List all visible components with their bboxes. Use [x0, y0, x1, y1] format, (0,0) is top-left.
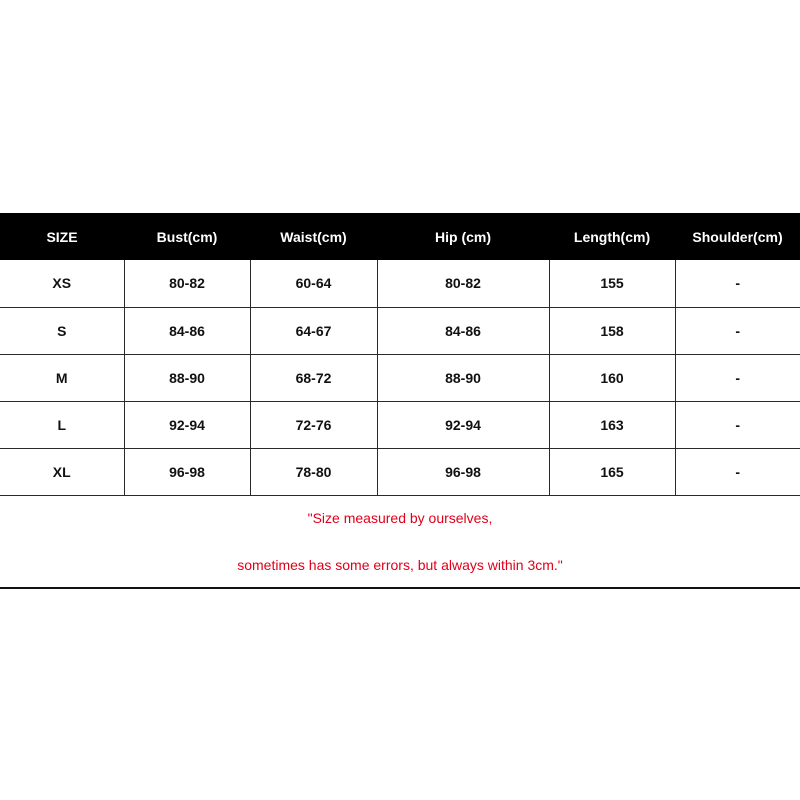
cell-bust: 92-94: [124, 401, 250, 448]
cell-size: XS: [0, 260, 124, 307]
cell-size: L: [0, 401, 124, 448]
measurement-note: [0, 494, 800, 589]
cell-bust: 96-98: [124, 448, 250, 495]
cell-waist: 68-72: [250, 354, 377, 401]
cell-shoulder: -: [675, 307, 800, 354]
header-hip: Hip (cm): [435, 228, 491, 245]
table-row: [0, 307, 800, 354]
header-size: SIZE: [46, 228, 78, 245]
table-row: [0, 260, 800, 307]
cell-length: 158: [549, 307, 675, 354]
table-row: [0, 448, 800, 495]
cell-bust: 88-90: [124, 354, 250, 401]
cell-shoulder: -: [675, 401, 800, 448]
header-shoulder: Shoulder(cm): [692, 228, 783, 245]
note-line-2: sometimes has some errors, but always within 3cm.": [237, 557, 563, 573]
cell-length: 155: [549, 260, 675, 307]
cell-length: 160: [549, 354, 675, 401]
header-bust: Bust(cm): [156, 228, 218, 245]
header-waist: Waist(cm): [280, 228, 347, 245]
cell-waist: 78-80: [250, 448, 377, 495]
cell-size: S: [0, 307, 124, 354]
note-line-1: "Size measured by ourselves,: [307, 510, 493, 526]
cell-hip: 84-86: [377, 307, 549, 354]
table-row: [0, 401, 800, 448]
cell-hip: 92-94: [377, 401, 549, 448]
cell-size: XL: [0, 448, 124, 495]
cell-length: 165: [549, 448, 675, 495]
cell-hip: 96-98: [377, 448, 549, 495]
cell-waist: 64-67: [250, 307, 377, 354]
cell-shoulder: -: [675, 260, 800, 307]
cell-shoulder: -: [675, 448, 800, 495]
cell-size: M: [0, 354, 124, 401]
cell-hip: 88-90: [377, 354, 549, 401]
size-table: [0, 213, 800, 496]
cell-length: 163: [549, 401, 675, 448]
cell-waist: 72-76: [250, 401, 377, 448]
cell-hip: 80-82: [377, 260, 549, 307]
cell-bust: 80-82: [124, 260, 250, 307]
header-length: Length(cm): [573, 228, 651, 245]
cell-waist: 60-64: [250, 260, 377, 307]
cell-shoulder: -: [675, 354, 800, 401]
cell-bust: 84-86: [124, 307, 250, 354]
table-row: [0, 354, 800, 401]
table-header-row: [0, 213, 800, 260]
